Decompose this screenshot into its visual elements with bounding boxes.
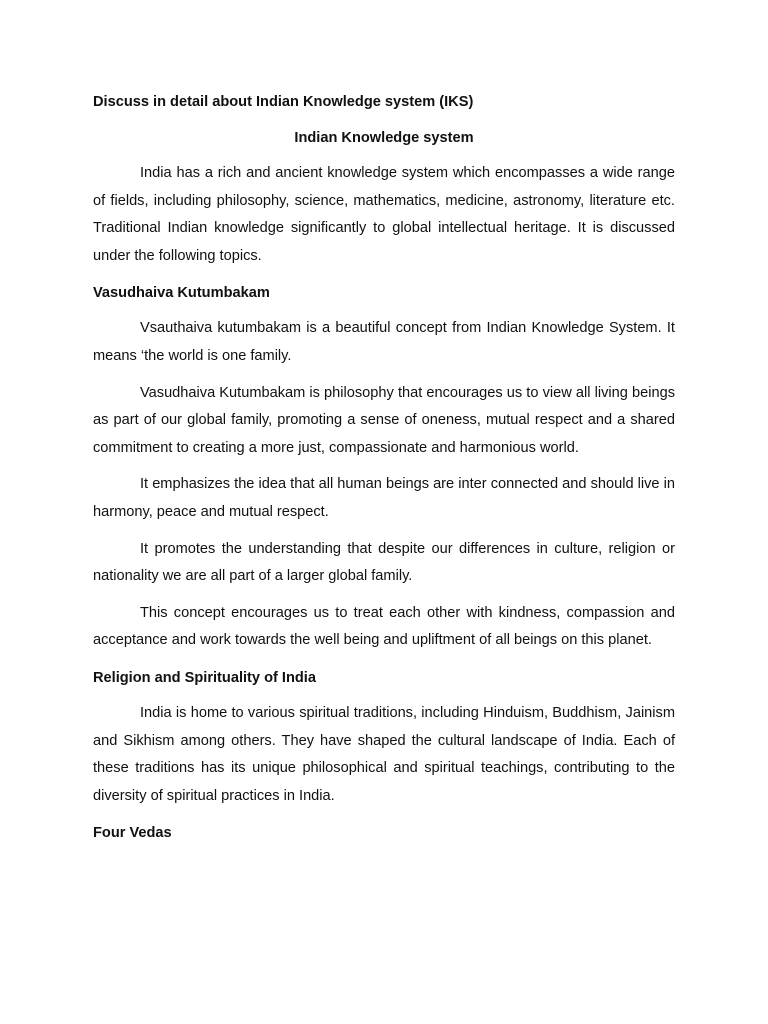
paragraph: Vsauthaiva kutumbakam is a beautiful concept from Indian Knowledge System. It means ‘the world is one family.	[93, 320, 675, 364]
document-page	[93, 88, 675, 855]
section-heading-vasudhaiva: Vasudhaiva Kutumbakam	[93, 285, 270, 302]
paragraph: This concept encourages us to treat each other with kindness, compassion and acceptance and work towards the well being and upliftment of all beings on this planet.	[93, 604, 675, 649]
paragraph: India is home to various spiritual traditions, including Hinduism, Buddhism, Jainism and Sikhism among others. They have shaped the cultural landscape of India. Each of these traditions has its unique philosophical and spiritual teachings, contributing to the diversity of spiritual practices in India.	[93, 704, 675, 804]
intro-paragraph: India has a rich and ancient knowledge system which encompasses a wide range of fields, including philosophy, science, mathematics, medicine, astronomy, literature etc. Traditional Indian knowledge significantly to global intellectual heritage. It is discussed under the following topics.	[93, 165, 675, 264]
paragraph: It emphasizes the idea that all human beings are inter connected and should live in harmony, peace and mutual respect.	[93, 476, 675, 520]
paragraph: It promotes the understanding that despite our differences in culture, religion or nationality we are all part of a larger global family.	[93, 540, 675, 585]
paragraph: Vasudhaiva Kutumbakam is philosophy that encourages us to view all living beings as part of our global family, promoting a sense of oneness, mutual respect and a shared commitment to creating a more just, compassionate and harmonious world.	[93, 384, 675, 456]
main-title: Indian Knowledge system	[294, 130, 474, 146]
section-heading-religion: Religion and Spirituality of India	[93, 669, 316, 686]
section-heading-four-vedas: Four Vedas	[93, 825, 172, 842]
question-title: Discuss in detail about Indian Knowledge system (IKS)	[93, 94, 474, 110]
